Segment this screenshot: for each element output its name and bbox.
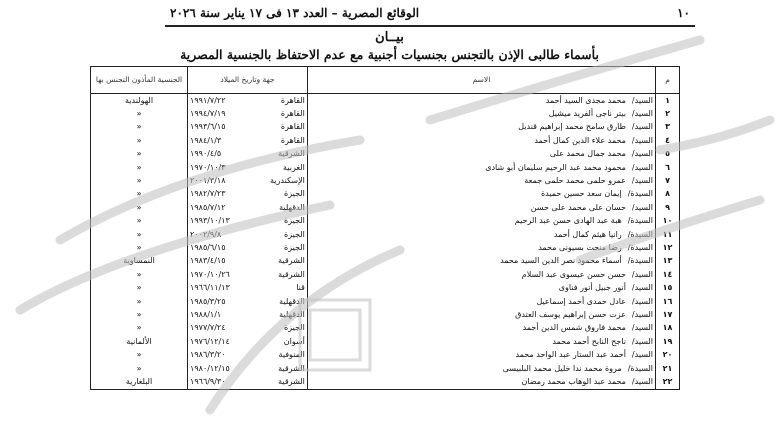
- row-number: ١٠: [656, 215, 680, 228]
- applicant-name-cell: [307, 228, 655, 241]
- nationality-cell: «: [91, 161, 188, 174]
- header-rule: [165, 25, 695, 27]
- nationality-cell: «: [91, 295, 188, 308]
- nationality-cell: «: [91, 121, 188, 134]
- birth-date: ١٩٨٨/١/١: [190, 309, 222, 319]
- birth-date: ١٩٨٣/٤/١٥: [190, 256, 226, 266]
- birth-date: ٢٠٠٢/٩/٨: [190, 229, 222, 239]
- nationality-cell: الألمانية: [91, 335, 188, 348]
- table-row: [91, 161, 680, 174]
- applicant-title: السيد/: [631, 149, 654, 159]
- applicant-title: السيد/: [631, 323, 654, 333]
- nationality-cell: «: [91, 241, 188, 254]
- applicant-name-cell: [307, 241, 655, 254]
- table-row: [91, 188, 680, 201]
- applicant-name-cell: [307, 362, 655, 375]
- birth-date: ١٩٦٦/٩/٣٠: [190, 376, 226, 386]
- row-number: ١١: [656, 228, 680, 241]
- applicant-title: السيد/: [631, 162, 654, 172]
- applicant-title: السيدة/: [627, 256, 654, 266]
- applicant-name-cell: [307, 322, 655, 335]
- row-number: ١٧: [656, 308, 680, 321]
- birth-cell: [188, 201, 308, 214]
- applicant-name-cell: [307, 308, 655, 321]
- birth-cell: [188, 215, 308, 228]
- birth-place: الجيزة: [284, 216, 305, 226]
- applicant-name: عادل حمدى أحمد إسماعيل: [536, 296, 626, 306]
- birth-cell: [188, 335, 308, 348]
- applicant-title: السيد/: [631, 109, 654, 119]
- birth-cell: [188, 174, 308, 187]
- row-number: ٧: [656, 174, 680, 187]
- applicant-title: السيد/: [631, 350, 654, 360]
- row-number: ٩: [656, 201, 680, 214]
- nationality-cell: البلغارية: [91, 375, 188, 389]
- nationality-cell: «: [91, 281, 188, 294]
- applicant-name-cell: [307, 94, 655, 108]
- birth-date: ١٩٧٦/١٢/١٤: [190, 336, 230, 346]
- birth-cell: [188, 362, 308, 375]
- nationality-cell: «: [91, 322, 188, 335]
- birth-cell: [188, 268, 308, 281]
- birth-place: الدقهلية: [279, 202, 305, 212]
- nationality-cell: «: [91, 228, 188, 241]
- birth-place: القاهرة: [280, 95, 305, 105]
- applicant-name-cell: [307, 201, 655, 214]
- applicant-title: السيدة/: [627, 363, 654, 373]
- birth-place: أسوان: [283, 336, 305, 346]
- applicant-title: السيد/: [631, 122, 654, 132]
- applicant-name-cell: [307, 107, 655, 120]
- birth-place: قنا: [296, 283, 305, 293]
- nationality-cell: «: [91, 148, 188, 161]
- row-number: ١٦: [656, 295, 680, 308]
- row-number: ٨: [656, 188, 680, 201]
- applicant-name: رضا منحت بسيونى محمد: [538, 242, 622, 252]
- applicant-name-cell: [307, 335, 655, 348]
- birth-place: القاهرة: [280, 135, 305, 145]
- applicant-name: طارق سامح محمد إبراهيم قنديل: [518, 122, 626, 132]
- applicant-title: السيد/: [631, 135, 654, 145]
- birth-place: الشرقية: [278, 363, 305, 373]
- applicant-title: السيد/: [631, 283, 654, 293]
- document-title: بيــان: [375, 30, 404, 45]
- table-row: [91, 107, 680, 120]
- document-subtitle: بأسماء طالبى الإذن بالتجنس بجنسيات أجنبية مع عدم الاحتفاظ بالجنسية المصرية: [180, 47, 599, 62]
- birth-cell: [188, 188, 308, 201]
- applicant-name-cell: [307, 281, 655, 294]
- nationality-cell: «: [91, 308, 188, 321]
- birth-place: الشرقية: [278, 256, 305, 266]
- birth-cell: [188, 121, 308, 134]
- table-row: [91, 228, 680, 241]
- row-number: ٦: [656, 161, 680, 174]
- applicant-name: محمود محمد عبد الرحيم سليمان أبو شادى: [485, 162, 626, 172]
- row-number: ٢٢: [656, 375, 680, 389]
- table-row: [91, 215, 680, 228]
- table-row: [91, 348, 680, 361]
- birth-place: الشرقية: [278, 376, 305, 386]
- applicant-name: أنور جبيل أنور فناوى: [558, 283, 626, 293]
- row-number: ١٨: [656, 322, 680, 335]
- birth-cell: [188, 255, 308, 268]
- nationality-cell: «: [91, 268, 188, 281]
- nationality-cell: «: [91, 362, 188, 375]
- applicant-name-cell: [307, 188, 655, 201]
- applicant-name-cell: [307, 268, 655, 281]
- applicant-name-cell: [307, 161, 655, 174]
- applicant-title: السيدة/: [627, 242, 654, 252]
- birth-date: ١٩٨٠/١٢/١٥: [190, 363, 230, 373]
- birth-cell: [188, 228, 308, 241]
- applicant-name-cell: [307, 174, 655, 187]
- birth-place: الدقهلية: [279, 296, 305, 306]
- birth-place: الشرقية: [278, 269, 305, 279]
- birth-place: الغربية: [283, 162, 305, 172]
- page-header: [170, 4, 690, 22]
- row-number: ٤: [656, 134, 680, 147]
- birth-place: الجيزة: [284, 229, 305, 239]
- birth-date: ١٩٩١/٧/٢٢: [190, 95, 226, 105]
- birth-date: ١٩٧٠/١٠/٢٦: [190, 269, 230, 279]
- row-number: ٢: [656, 107, 680, 120]
- table-row: [91, 308, 680, 321]
- applicant-title: السيد/: [631, 269, 654, 279]
- birth-place: القاهرة: [280, 122, 305, 132]
- applicant-name: إيمان سعد حسين حميدة: [540, 189, 622, 199]
- applicant-name: حسان على محمد على حسن: [530, 202, 626, 212]
- applicant-name-cell: [307, 148, 655, 161]
- applicant-name: رانيا هيثم كمال أحمد: [553, 229, 622, 239]
- nationality-cell: «: [91, 134, 188, 147]
- applicant-title: السيد/: [631, 309, 654, 319]
- applicant-title: السيد/: [631, 336, 654, 346]
- applicant-name: محمد علاء الدين كمال أحمد: [534, 135, 626, 145]
- table-row: [91, 268, 680, 281]
- table-row: [91, 375, 680, 389]
- row-number: ٢١: [656, 362, 680, 375]
- birth-cell: [188, 308, 308, 321]
- header-name: الاسم: [307, 67, 655, 94]
- birth-date: ١٩٨٥/٧/١٢: [190, 202, 226, 212]
- table-row: [91, 121, 680, 134]
- birth-cell: [188, 94, 308, 108]
- birth-cell: [188, 161, 308, 174]
- nationality-cell: «: [91, 174, 188, 187]
- applicant-title: السيد/: [631, 376, 654, 386]
- birth-cell: [188, 148, 308, 161]
- applicant-name-cell: [307, 295, 655, 308]
- birth-place: الجيزة: [284, 189, 305, 199]
- birth-cell: [188, 375, 308, 389]
- birth-place: الإسكندرية: [269, 176, 305, 186]
- applicant-name-cell: [307, 134, 655, 147]
- table-row: [91, 201, 680, 214]
- header-num: م: [656, 67, 680, 94]
- birth-date: ١٩٦٦/١١/١٣: [190, 283, 230, 293]
- applicant-name: ناجح النابح أحمد محمد: [552, 336, 626, 346]
- birth-date: ١٩٨٥/٣/٢٥: [190, 296, 226, 306]
- row-number: ١٢: [656, 241, 680, 254]
- table-row: [91, 322, 680, 335]
- table-header-row: [91, 67, 680, 94]
- birth-cell: [188, 322, 308, 335]
- table-row: [91, 281, 680, 294]
- nationality-cell: الهولندية: [91, 94, 188, 108]
- birth-place: الجيزة: [284, 242, 305, 252]
- applicant-name: بيتر ناجى ألفريد ميشيل: [548, 109, 626, 119]
- table-row: [91, 174, 680, 187]
- birth-date: ١٩٧٧/٧/٢٤: [190, 323, 226, 333]
- birth-date: ١٩٩٠/٤/٥: [190, 149, 222, 159]
- applicant-title: السيد/: [631, 202, 654, 212]
- applicant-name-cell: [307, 348, 655, 361]
- applicant-name: حسن حسن عيسوى عبد السلام: [521, 269, 626, 279]
- birth-place: الجيزة: [284, 323, 305, 333]
- birth-place: الدقهلية: [279, 309, 305, 319]
- birth-date: ١٩٨٤/١/٣: [190, 135, 222, 145]
- birth-date: ١٩٩٣/١٠/١٣: [190, 216, 230, 226]
- header-nationality: الجنسية المأذون التجنس بها: [91, 67, 188, 94]
- row-number: ١: [656, 94, 680, 108]
- birth-date: ١٩٩٤/٧/١٩: [190, 109, 226, 119]
- publication-line: الوقائع المصرية – العدد ١٣ فى ١٧ يناير سنة ٢٠٢٦: [170, 6, 420, 20]
- birth-cell: [188, 348, 308, 361]
- nationality-cell: «: [91, 201, 188, 214]
- applicant-name: عزت حسن إبراهيم يوسف العتدق: [515, 309, 626, 319]
- applicant-name: هبة عبد الهادى حسن عبد الرحيم: [514, 216, 622, 226]
- birth-date: ٢٠٠١/٣/١٨: [190, 176, 226, 186]
- row-number: ٢٠: [656, 348, 680, 361]
- applicant-title: السيد/: [631, 296, 654, 306]
- table-row: [91, 148, 680, 161]
- nationality-cell: «: [91, 348, 188, 361]
- row-number: ٥: [656, 148, 680, 161]
- applicant-title: السيدة/: [627, 189, 654, 199]
- birth-place: القاهرة: [280, 109, 305, 119]
- page-number: ١٠: [677, 6, 690, 20]
- applicant-name: محمد جمال محمد على: [549, 149, 626, 159]
- header-birth: جهة وتاريخ الميلاد: [188, 67, 308, 94]
- table-row: [91, 255, 680, 268]
- birth-cell: [188, 241, 308, 254]
- applicant-name: محمد عبد الوهاب محمد رمضان: [521, 376, 626, 386]
- naturalization-table: [90, 66, 680, 390]
- nationality-cell: النمساوية: [91, 255, 188, 268]
- birth-date: ١٩٨٦/٣/٢٠: [190, 350, 226, 360]
- birth-date: ١٩٨٢/٧/٢٣: [190, 189, 226, 199]
- applicant-name: عمرو حلمى محمد حلمى جمعة: [524, 176, 626, 186]
- applicant-name-cell: [307, 375, 655, 389]
- table-row: [91, 94, 680, 108]
- birth-place: المنوفية: [278, 350, 305, 360]
- applicant-name-cell: [307, 255, 655, 268]
- row-number: ٣: [656, 121, 680, 134]
- applicant-title: السيدة/: [627, 229, 654, 239]
- row-number: ١٥: [656, 281, 680, 294]
- nationality-cell: «: [91, 188, 188, 201]
- nationality-cell: «: [91, 107, 188, 120]
- row-number: ١٤: [656, 268, 680, 281]
- applicant-name: محمد فاروق شمس الدين أحمد: [522, 323, 626, 333]
- applicant-name: أسماء محمود نصر الدين السيد محمد: [500, 256, 622, 266]
- birth-cell: [188, 295, 308, 308]
- applicant-title: السيدة/: [627, 216, 654, 226]
- row-number: ١٣: [656, 255, 680, 268]
- birth-date: ١٩٧٠/١٠/٣: [190, 162, 226, 172]
- table-row: [91, 362, 680, 375]
- applicant-name: أحمد عبد الستار عبد الواحد محمد: [515, 350, 626, 360]
- applicant-name: مروة محمد ندا خليل محمد البلبيسى: [502, 363, 622, 373]
- birth-cell: [188, 107, 308, 120]
- birth-date: ١٩٨٥/٦/١٥: [190, 242, 226, 252]
- table-row: [91, 134, 680, 147]
- applicant-title: السيد/: [631, 95, 654, 105]
- birth-cell: [188, 281, 308, 294]
- applicant-title: السيد/: [631, 176, 654, 186]
- applicant-name-cell: [307, 121, 655, 134]
- table-row: [91, 335, 680, 348]
- table-row: [91, 295, 680, 308]
- row-number: ١٩: [656, 335, 680, 348]
- birth-place: الشرقية: [278, 149, 305, 159]
- applicant-name: محمد مجدى السيد أحمد: [545, 95, 626, 105]
- birth-cell: [188, 134, 308, 147]
- table-row: [91, 241, 680, 254]
- birth-date: ١٩٩٣/٦/١٥: [190, 122, 226, 132]
- nationality-cell: «: [91, 215, 188, 228]
- applicant-name-cell: [307, 215, 655, 228]
